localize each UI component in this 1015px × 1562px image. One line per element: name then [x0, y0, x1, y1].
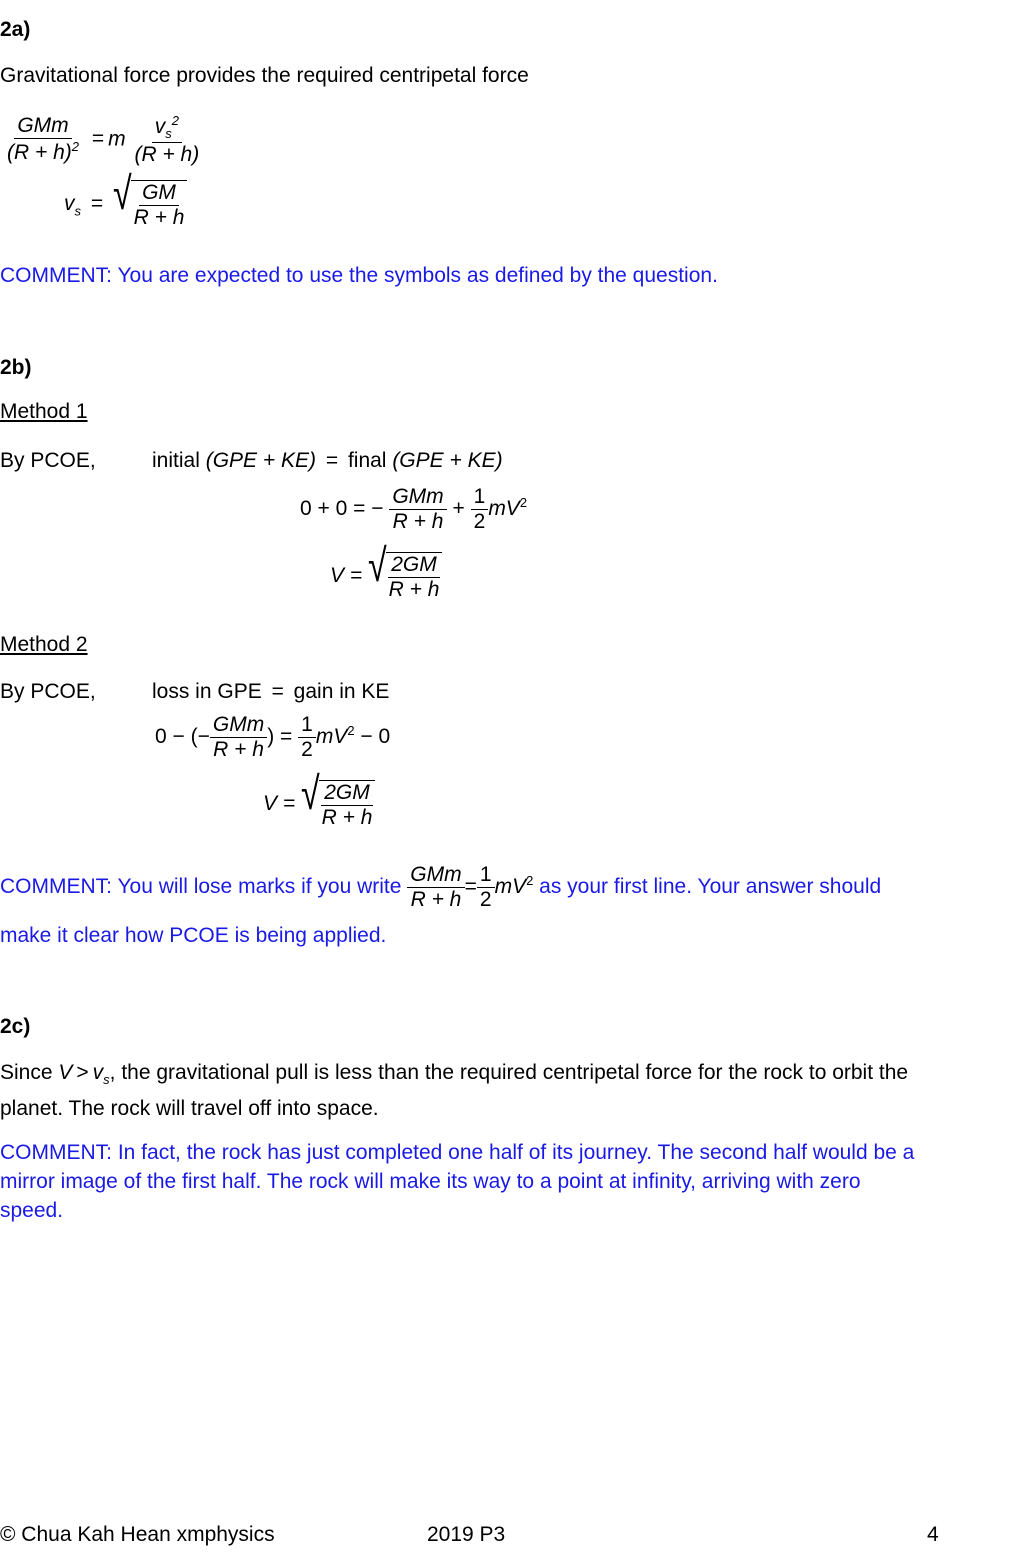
part-b-heading: 2b) [0, 356, 32, 379]
equation-centripetal: $\frac{\text{GMm}}{(R + h)^2}$ = m $\frac{v_s^2}{(R + h)}$ [4, 114, 202, 166]
part-c-line-1: Since $V > v_s$, the gravitational pull is less than the required centripetal force for the rock to orbit the [0, 1061, 909, 1088]
method-2-equation-1: 0 − (− $\frac{\text{GMm}}{R + h}$ ) = $\frac{1}{2}$ $mV^2 - 0$ [155, 713, 391, 762]
footer-page-number: 4 [927, 1523, 939, 1546]
part-b-comment-line-1: COMMENT: You will lose marks if you write $\frac{\text{GMm}}{R + h}$ = $\frac{1}{2}$ $mV^2$ as your first line. Your answer should [0, 863, 882, 912]
part-c-comment-line-1: COMMENT: In fact, the rock has just completed one half of its journey. The second half would be a [0, 1141, 915, 1164]
footer-copyright: © Chua Kah Hean xmphysics [0, 1523, 275, 1546]
footer-paper: 2019 P3 [427, 1523, 506, 1546]
part-a-comment: COMMENT: You are expected to use the symbols as defined by the question. [0, 264, 718, 287]
part-c-line-2: planet. The rock will travel off into space. [0, 1097, 379, 1120]
part-c-heading: 2c) [0, 1015, 31, 1038]
method-2-equation-2: V = √ $\frac{2GM}{R + h}$ [263, 780, 375, 829]
square-root: √ $\frac{GM}{R + h}$ [113, 180, 187, 229]
part-b-comment-line-2: make it clear how PCOE is being applied. [0, 924, 387, 947]
method-2-statement: loss in GPE = gain in KE [152, 680, 390, 703]
method-1-title: Method 1 [0, 400, 88, 423]
method-1-equation-2: V = √ $\frac{2GM}{R + h}$ [330, 552, 442, 601]
method-1-equation-1: 0 + 0 = − $\frac{\text{GMm}}{R + h}$ + $\frac{1}{2}$ $mV^2$ [300, 485, 528, 534]
part-c-comment-line-2: mirror image of the first half. The rock will make its way to a point at infinity, arriving with zero [0, 1170, 861, 1193]
method-2-title: Method 2 [0, 633, 88, 656]
fraction-gravity: $\frac{\text{GMm}}{(R + h)^2}$ [7, 114, 79, 165]
method-2-by-pcoe: By PCOE, [0, 680, 96, 703]
method-1-statement: initial (GPE + KE) = final (GPE + KE) [152, 449, 503, 472]
fraction-centripetal: $\frac{v_s^2}{(R + h)}$ [134, 113, 200, 166]
part-c-comment-line-3: speed. [0, 1199, 64, 1222]
equation-orbital-speed: $v_s$ = √ $\frac{GM}{R + h}$ [64, 180, 187, 229]
method-1-by-pcoe: By PCOE, [0, 449, 96, 472]
part-a-heading: 2a) [0, 18, 31, 41]
part-a-statement: Gravitational force provides the required centripetal force [0, 64, 529, 87]
